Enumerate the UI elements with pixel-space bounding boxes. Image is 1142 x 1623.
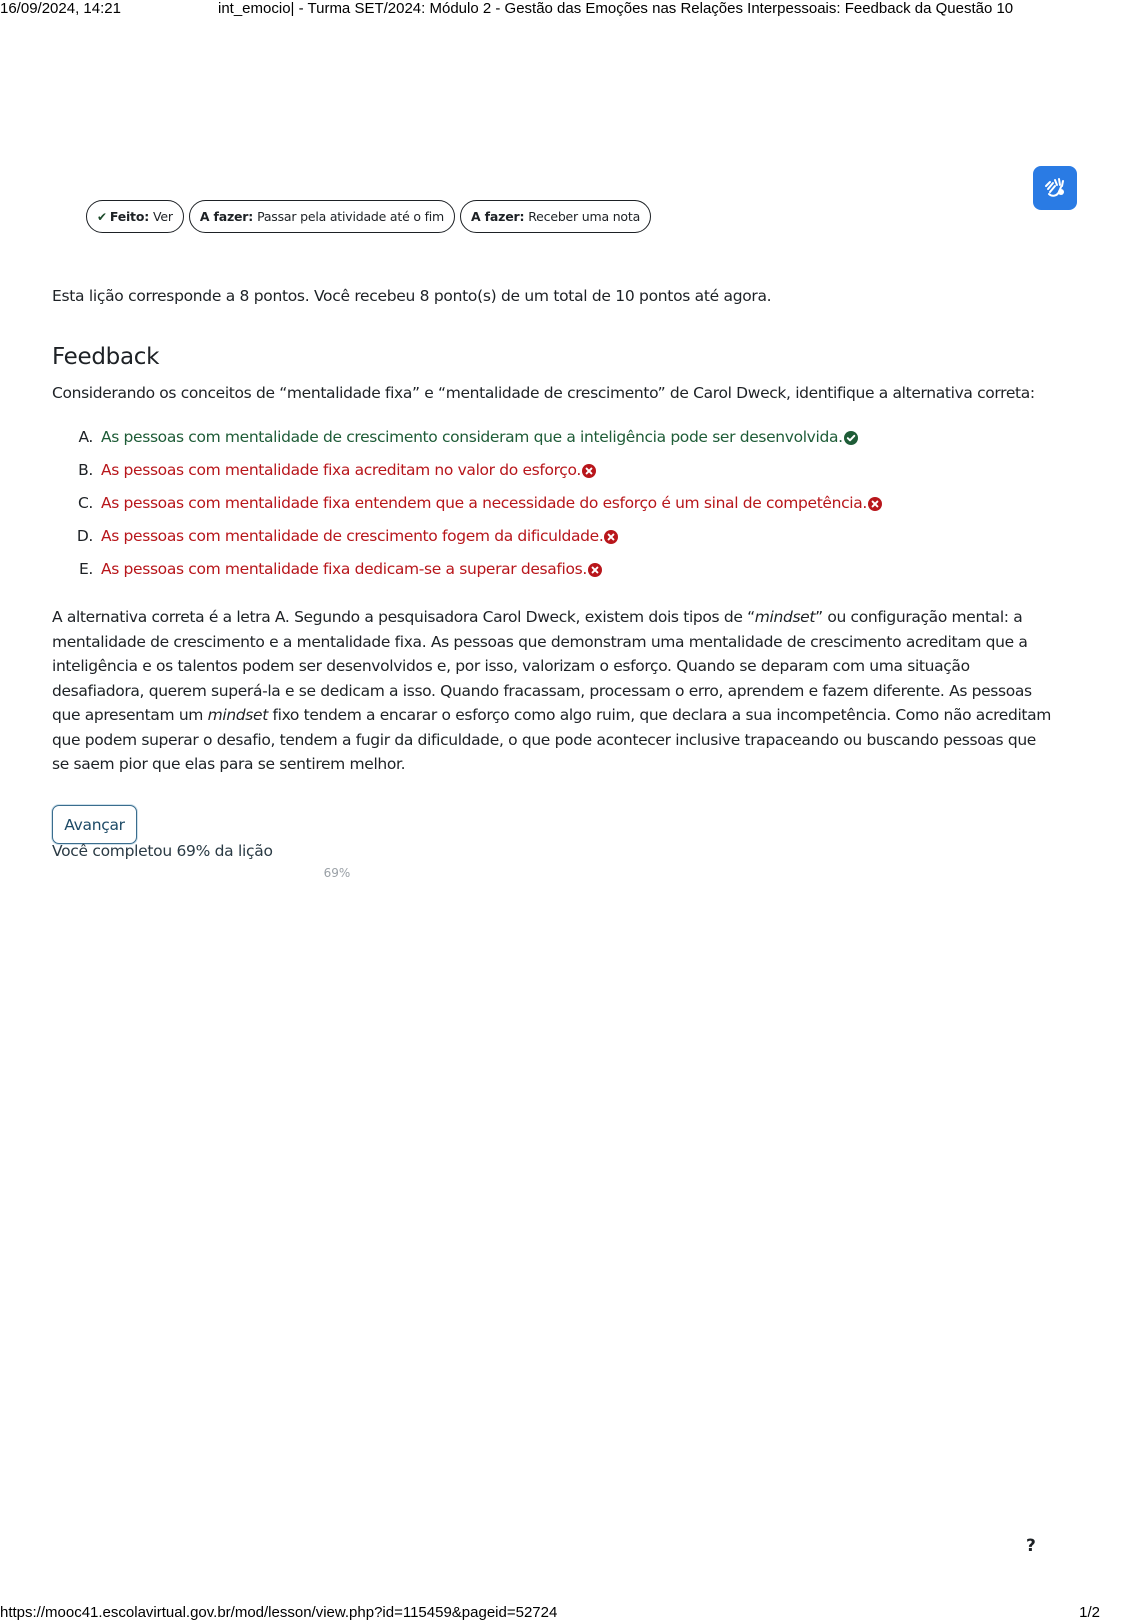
times-circle-icon	[868, 497, 882, 511]
print-page-number: 1/2	[1079, 1604, 1100, 1621]
feedback-heading: Feedback	[52, 344, 160, 370]
explanation-emphasis: mindset	[754, 608, 816, 626]
completion-badge-done	[86, 200, 184, 233]
completion-status: A fazer:	[471, 209, 525, 224]
answer-letter: C.	[77, 494, 93, 512]
sign-language-hands-icon	[1041, 174, 1069, 202]
completion-label: Passar pela atividade até o fim	[257, 209, 445, 224]
answer-letter: A.	[78, 428, 93, 446]
print-datetime: 16/09/2024, 14:21	[0, 0, 121, 17]
answer-item	[52, 560, 882, 593]
explanation-text: fixo tendem a encarar o esforço como algo ruim, que declara a sua incompetência. Como não acreditam que podem superar o desafio, tendem a fugir da dificuldade, o que pode acontecer inclusive trapaceando ou buscando pessoas que se saem pior que elas para se sentirem melhor.	[52, 706, 1052, 773]
explanation-emphasis: mindset	[207, 706, 268, 724]
question-text: Considerando os conceitos de “mentalidade fixa” e “mentalidade de crescimento” de Carol Dweck, identifique a alternativa correta:	[52, 384, 1035, 402]
check-circle-icon	[844, 431, 858, 445]
help-icon[interactable]: ?	[1026, 1536, 1036, 1556]
answer-item	[52, 494, 882, 527]
times-circle-icon	[582, 464, 596, 478]
feedback-explanation	[52, 605, 1052, 777]
print-footer	[0, 1604, 1142, 1623]
answer-item	[52, 527, 882, 560]
activity-completion	[86, 200, 651, 233]
answer-letter: B.	[78, 461, 93, 479]
times-circle-icon	[588, 563, 602, 577]
completion-label: Receber uma nota	[528, 209, 641, 224]
answer-letter: E.	[78, 560, 93, 578]
completion-badge-todo	[189, 200, 455, 233]
print-header	[0, 0, 1142, 20]
lesson-progress-text: Você completou 69% da lição	[52, 842, 273, 860]
answer-item	[52, 428, 882, 461]
lesson-points-text: Esta lição corresponde a 8 pontos. Você recebeu 8 ponto(s) de um total de 10 pontos até agora.	[52, 287, 772, 305]
advance-button[interactable]: Avançar	[52, 805, 137, 844]
answer-item	[52, 461, 882, 494]
print-page-title: int_emocio| - Turma SET/2024: Módulo 2 - Gestão das Emoções nas Relações Interpessoais: Feedback da Questão 10	[218, 0, 1014, 17]
answer-text: As pessoas com mentalidade fixa entendem que a necessidade do esforço é um sinal de competência.	[101, 494, 867, 512]
lesson-progress-bar	[52, 866, 622, 882]
explanation-text: A alternativa correta é a letra A. Segundo a pesquisadora Carol Dweck, existem dois tipos de “	[52, 608, 755, 626]
completion-badge-todo	[460, 200, 651, 233]
explanation-text: ” ou configuração mental: a mentalidade de crescimento e a mentalidade fixa. As pessoas que demonstram uma mentalidade de crescimento acreditam que a inteligência e os talentos podem ser desenvolvidos e, por isso, valorizam o esforço. Quando se deparam com uma situação desafiadora, querem superá-la e se dedicam a isso. Quando fracassam, processam o erro, aprendem e fazem diferente. As pessoas que apresentam um	[52, 608, 1032, 724]
answer-text: As pessoas com mentalidade fixa dedicam-se a superar desafios.	[101, 560, 587, 578]
completion-status: Feito:	[109, 209, 150, 224]
answer-text: As pessoas com mentalidade fixa acreditam no valor do esforço.	[101, 461, 581, 479]
answer-list	[52, 428, 882, 593]
completion-status: A fazer:	[199, 209, 254, 224]
checkmark-icon: ✔	[97, 209, 107, 224]
vlibras-accessibility-button[interactable]	[1033, 166, 1077, 210]
progress-label: 69%	[323, 866, 351, 880]
times-circle-icon	[604, 530, 618, 544]
print-url: https://mooc41.escolavirtual.gov.br/mod/lesson/view.php?id=115459&pageid=52724	[0, 1604, 558, 1621]
answer-text: As pessoas com mentalidade de crescimento fogem da dificuldade.	[101, 527, 604, 545]
answer-text: As pessoas com mentalidade de crescimento consideram que a inteligência pode ser desenvolvida.	[101, 428, 843, 446]
answer-letter: D.	[76, 527, 93, 545]
completion-label: Ver	[153, 209, 173, 224]
